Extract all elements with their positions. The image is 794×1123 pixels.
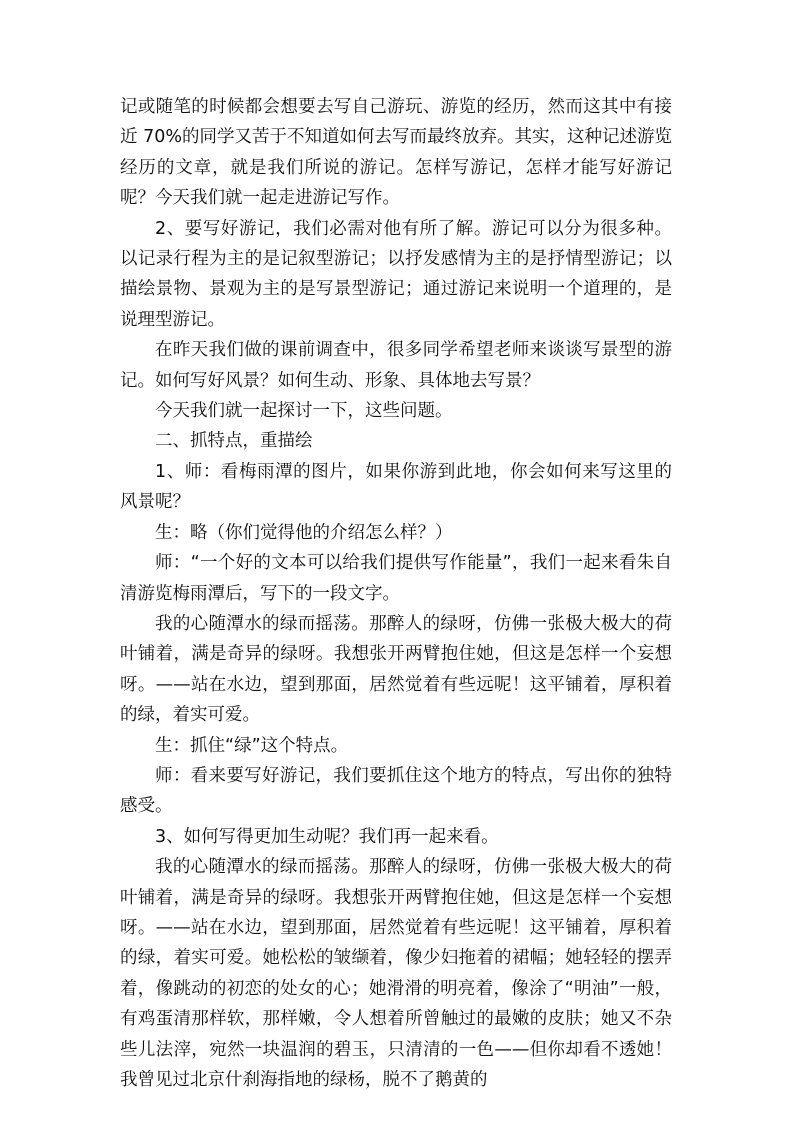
paragraph-student-green: 生：抓住“绿”这个特点。 [155,735,349,756]
paragraph-travelogue-types: 2、要写好游记，我们必需对他有所了解。游记可以分为很多种。以记录行程为主的是记叙型游记；以抒发感情为主的是抒情型游记；以描绘景物、景观为主的是写景型游记；通过游记来说明一个道理的，是说理型游记。 [120,218,672,330]
paragraph-teacher-question: 1、师：看梅雨潭的图片，如果你游到此地，你会如何来写这里的风景呢？ [120,461,672,513]
paragraph-intro-continued: 记或随笔的时候都会想要去写自己游玩、游览的经历，然而这其中有接近 70%的同学又苦于不知道如何去写而最终放弃。其实，这种记述游览经历的文章，就是我们所说的游记。怎样写游记，怎样才能写好游记呢？今天我们就一起走进游记写作。 [120,97,672,209]
section-heading-features: 二、抓特点，重描绘 [155,431,313,452]
document-body [120,92,672,1095]
paragraph-survey: 在昨天我们做的课前调查中，很多同学希望老师来谈谈写景型的游记。如何写好风景？如何生动、形象、具体地去写景？ [120,340,672,391]
paragraph-teacher-summary: 师：看来要写好游记，我们要抓住这个地方的特点，写出你的独特感受。 [120,765,672,817]
paragraph-vivid-question: 3、如何写得更加生动呢？我们再一起来看。 [155,826,499,847]
paragraph-teacher-intro-quote: 师：“一个好的文本可以给我们提供写作能量”，我们一起来看朱自清游览梅雨潭后，写下的一段文字。 [120,553,672,604]
paragraph-student-reply: 生：略（你们觉得他的介绍怎么样？） [155,522,453,543]
paragraph-quote-short: 我的心随潭水的绿而摇荡。那醉人的绿呀，仿佛一张极大极大的荷叶铺着，满是奇异的绿呀。我想张开两臂抱住她，但这是怎样一个妄想呀。——站在水边，望到那面，居然觉着有些远呢！这平铺着，厚积着的绿，着实可爱。 [120,613,672,726]
paragraph-discuss-today: 今天我们就一起探讨一下，这些问题。 [155,401,453,422]
paragraph-quote-long: 我的心随潭水的绿而摇荡。那醉人的绿呀，仿佛一张极大极大的荷叶铺着，满是奇异的绿呀。我想张开两臂抱住她，但这是怎样一个妄想呀。——站在水边，望到那面，居然觉着有些远呢！这平铺着，厚积着的绿，着实可爱。她松松的皱缬着，像少妇拖着的裙幅；她轻轻的摆弄着，像跳动的初恋的处女的心；她滑滑的明亮着，像涂了“明油”一般，有鸡蛋清那样软，那样嫩，令人想着所曾触过的最嫩的皮肤；她又不杂些儿法滓，宛然一块温润的碧玉，只清清的一色——但你却看不透她！我曾见过北京什刹海指地的绿杨，脱不了鹅黄的 [120,857,672,1090]
